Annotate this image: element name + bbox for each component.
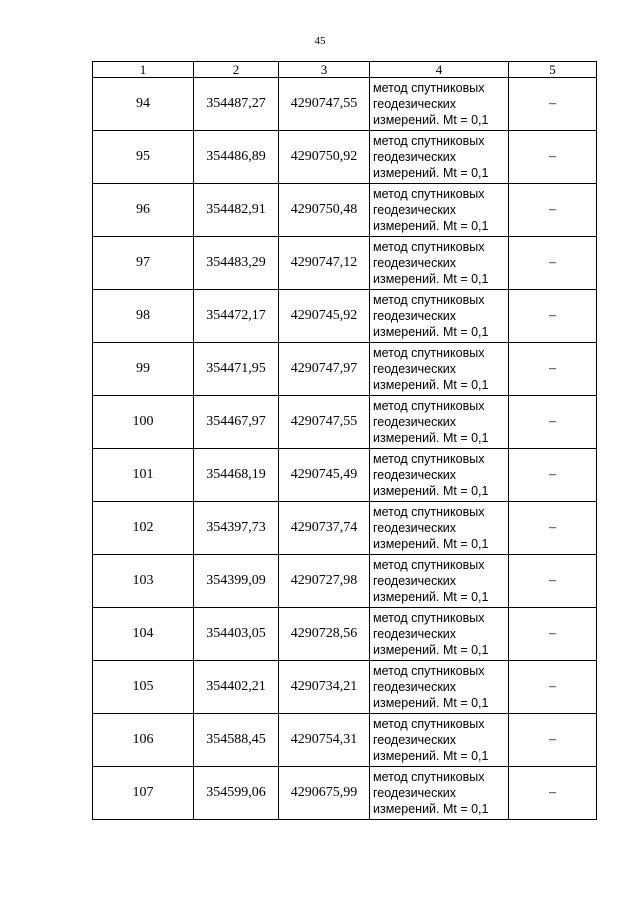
table-header-row xyxy=(93,62,597,78)
note-cell: – xyxy=(509,608,597,661)
method-cell: метод спутниковых геодезических измерений. Mt = 0,1 xyxy=(370,767,509,820)
point-number-cell: 101 xyxy=(93,449,194,502)
y-coordinate-cell: 4290734,21 xyxy=(279,661,370,714)
point-number-cell: 107 xyxy=(93,767,194,820)
point-number-cell: 98 xyxy=(93,290,194,343)
header-col-1: 1 xyxy=(93,62,194,78)
method-cell: метод спутниковых геодезических измерений. Mt = 0,1 xyxy=(370,343,509,396)
x-coordinate-cell: 354403,05 xyxy=(194,608,279,661)
point-number-cell: 96 xyxy=(93,184,194,237)
header-col-5: 5 xyxy=(509,62,597,78)
x-coordinate-cell: 354402,21 xyxy=(194,661,279,714)
table-row xyxy=(93,555,597,608)
note-cell: – xyxy=(509,131,597,184)
x-coordinate-cell: 354588,45 xyxy=(194,714,279,767)
note-cell: – xyxy=(509,343,597,396)
table-row xyxy=(93,608,597,661)
y-coordinate-cell: 4290675,99 xyxy=(279,767,370,820)
y-coordinate-cell: 4290747,55 xyxy=(279,396,370,449)
table-row xyxy=(93,449,597,502)
point-number-cell: 95 xyxy=(93,131,194,184)
x-coordinate-cell: 354471,95 xyxy=(194,343,279,396)
coordinates-table xyxy=(92,61,597,820)
note-cell: – xyxy=(509,555,597,608)
method-cell: метод спутниковых геодезических измерений. Mt = 0,1 xyxy=(370,502,509,555)
header-col-4: 4 xyxy=(370,62,509,78)
table-row xyxy=(93,396,597,449)
note-cell: – xyxy=(509,184,597,237)
x-coordinate-cell: 354397,73 xyxy=(194,502,279,555)
y-coordinate-cell: 4290747,97 xyxy=(279,343,370,396)
y-coordinate-cell: 4290750,92 xyxy=(279,131,370,184)
point-number-cell: 102 xyxy=(93,502,194,555)
note-cell: – xyxy=(509,502,597,555)
note-cell: – xyxy=(509,714,597,767)
note-cell: – xyxy=(509,237,597,290)
table-row xyxy=(93,237,597,290)
point-number-cell: 99 xyxy=(93,343,194,396)
table-body xyxy=(93,78,597,820)
x-coordinate-cell: 354483,29 xyxy=(194,237,279,290)
x-coordinate-cell: 354467,97 xyxy=(194,396,279,449)
y-coordinate-cell: 4290745,92 xyxy=(279,290,370,343)
table-row xyxy=(93,290,597,343)
method-cell: метод спутниковых геодезических измерений. Mt = 0,1 xyxy=(370,396,509,449)
table-row xyxy=(93,714,597,767)
x-coordinate-cell: 354487,27 xyxy=(194,78,279,131)
y-coordinate-cell: 4290754,31 xyxy=(279,714,370,767)
x-coordinate-cell: 354468,19 xyxy=(194,449,279,502)
method-cell: метод спутниковых геодезических измерений. Mt = 0,1 xyxy=(370,449,509,502)
x-coordinate-cell: 354486,89 xyxy=(194,131,279,184)
note-cell: – xyxy=(509,449,597,502)
note-cell: – xyxy=(509,78,597,131)
method-cell: метод спутниковых геодезических измерений. Mt = 0,1 xyxy=(370,661,509,714)
point-number-cell: 105 xyxy=(93,661,194,714)
y-coordinate-cell: 4290750,48 xyxy=(279,184,370,237)
y-coordinate-cell: 4290747,12 xyxy=(279,237,370,290)
note-cell: – xyxy=(509,396,597,449)
method-cell: метод спутниковых геодезических измерений. Mt = 0,1 xyxy=(370,290,509,343)
y-coordinate-cell: 4290727,98 xyxy=(279,555,370,608)
table-row xyxy=(93,502,597,555)
header-col-3: 3 xyxy=(279,62,370,78)
table-row xyxy=(93,661,597,714)
note-cell: – xyxy=(509,661,597,714)
x-coordinate-cell: 354482,91 xyxy=(194,184,279,237)
method-cell: метод спутниковых геодезических измерений. Mt = 0,1 xyxy=(370,78,509,131)
table-row xyxy=(93,131,597,184)
y-coordinate-cell: 4290747,55 xyxy=(279,78,370,131)
y-coordinate-cell: 4290737,74 xyxy=(279,502,370,555)
method-cell: метод спутниковых геодезических измерений. Mt = 0,1 xyxy=(370,714,509,767)
note-cell: – xyxy=(509,290,597,343)
method-cell: метод спутниковых геодезических измерений. Mt = 0,1 xyxy=(370,237,509,290)
point-number-cell: 106 xyxy=(93,714,194,767)
x-coordinate-cell: 354399,09 xyxy=(194,555,279,608)
point-number-cell: 94 xyxy=(93,78,194,131)
point-number-cell: 104 xyxy=(93,608,194,661)
method-cell: метод спутниковых геодезических измерений. Mt = 0,1 xyxy=(370,184,509,237)
table-row xyxy=(93,184,597,237)
point-number-cell: 103 xyxy=(93,555,194,608)
note-cell: – xyxy=(509,767,597,820)
method-cell: метод спутниковых геодезических измерений. Mt = 0,1 xyxy=(370,131,509,184)
table-row xyxy=(93,767,597,820)
y-coordinate-cell: 4290745,49 xyxy=(279,449,370,502)
x-coordinate-cell: 354599,06 xyxy=(194,767,279,820)
method-cell: метод спутниковых геодезических измерений. Mt = 0,1 xyxy=(370,555,509,608)
point-number-cell: 100 xyxy=(93,396,194,449)
page-number: 45 xyxy=(314,35,326,47)
method-cell: метод спутниковых геодезических измерений. Mt = 0,1 xyxy=(370,608,509,661)
table-row xyxy=(93,343,597,396)
table-row xyxy=(93,78,597,131)
header-col-2: 2 xyxy=(194,62,279,78)
point-number-cell: 97 xyxy=(93,237,194,290)
y-coordinate-cell: 4290728,56 xyxy=(279,608,370,661)
x-coordinate-cell: 354472,17 xyxy=(194,290,279,343)
